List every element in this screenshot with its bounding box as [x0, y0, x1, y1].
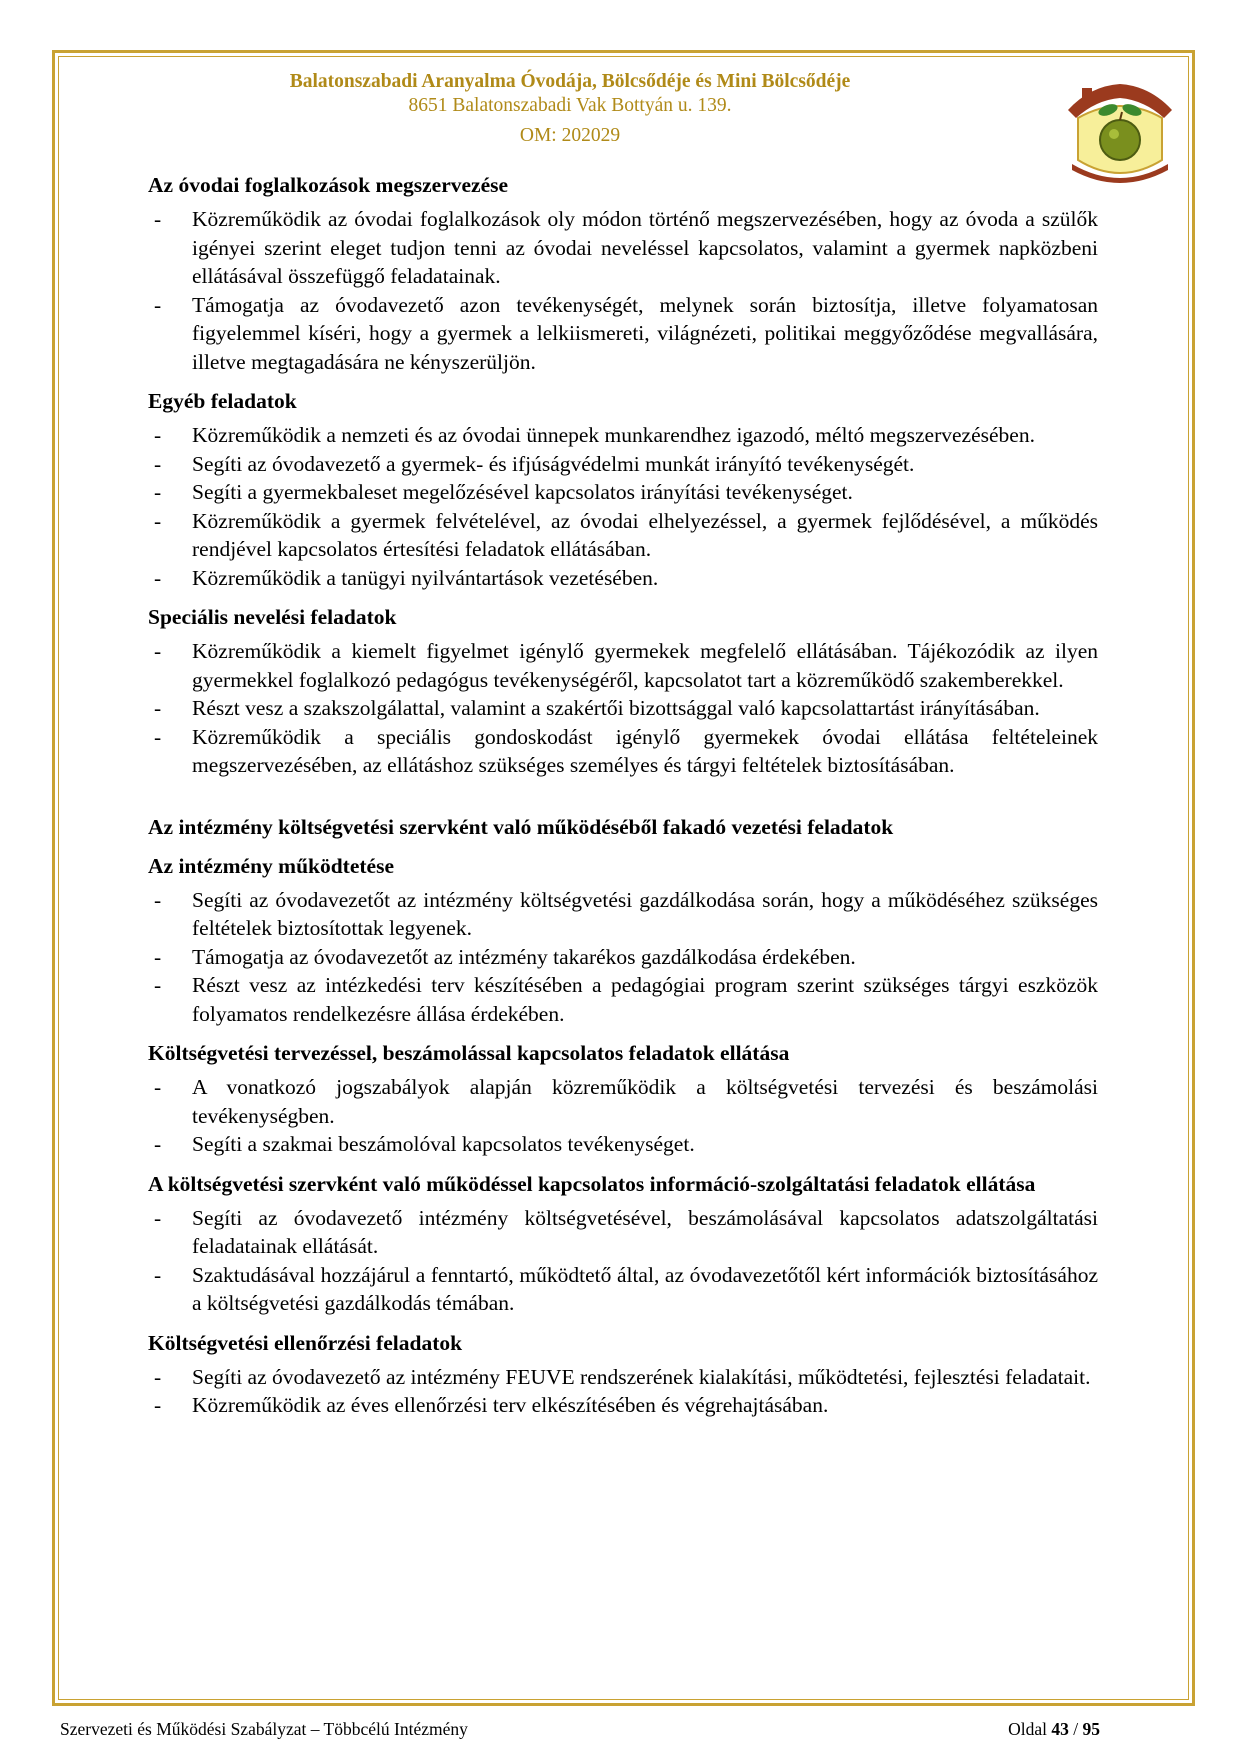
list-item: - Segíti a gyermekbaleset megelőzésével kapcsolatos irányítási tevékenységet. — [148, 478, 1098, 507]
om-number: OM: 202029 — [519, 125, 621, 146]
section-heading: Költségvetési ellenőrzési feladatok — [148, 1330, 463, 1355]
list-item: - Segíti az óvodavezető a gyermek- és ifjúságvédelmi munkát irányító tevékenységét. — [148, 450, 1098, 479]
section-heading: Az óvodai foglalkozások megszervezése — [148, 173, 509, 197]
list-item: - Támogatja az óvodavezetőt az intézmény takarékos gazdálkodása érdekében. — [148, 943, 1098, 972]
section-heading: A költségvetési szervként való működéssel kapcsolatos információ-szolgáltatási feladatok ellátása — [148, 1171, 1036, 1196]
list-item: - Közreműködik a nemzeti és az óvodai ünnepek munkarendhez igazodó, méltó megszervezésében. — [148, 421, 1098, 450]
section-heading: Egyéb feladatok — [148, 389, 297, 413]
section-heading: Költségvetési tervezéssel, beszámolással kapcsolatos feladatok ellátása — [148, 1041, 790, 1065]
bullet-list — [148, 637, 1098, 780]
bullet-list — [148, 1204, 1098, 1318]
list-item: - A vonatkozó jogszabályok alapján közreműködik a költségvetési tervezési és beszámolási tevékenységben. — [148, 1073, 1098, 1130]
list-item: - Segíti az óvodavezető intézmény költségvetésével, beszámolásával kapcsolatos adatszolgáltatási feladatainak ellátását. — [148, 1204, 1098, 1261]
bullet-list — [148, 421, 1098, 592]
list-item: - Közreműködik a speciális gondoskodást igénylő gyermekek óvodai ellátása feltételeinek megszervezésében, az ellátáshoz szükséges személyes és tárgyi feltételek biztosításában. — [148, 723, 1098, 780]
bullet-list — [148, 205, 1098, 376]
list-item: - Közreműködik a gyermek felvételével, az óvodai elhelyezéssel, a gyermek fejlődésével, a működés rendjével kapcsolatos értesítési feladatok ellátásában. — [148, 507, 1098, 564]
page-header — [150, 70, 990, 148]
bullet-list — [148, 1073, 1098, 1159]
list-item: - Közreműködik az óvodai foglalkozások oly módon történő megszervezésében, hogy az óvoda a szülők igényei szerint eleget tudjon tenni az óvodai neveléssel kapcsolatos, valamint a gyermek napközbeni ellátásával összefüggő feladatainak. — [148, 205, 1098, 291]
bullet-list — [148, 1363, 1098, 1420]
chapter-heading: Az intézmény költségvetési szervként való működéséből fakadó vezetési feladatok — [148, 814, 894, 839]
list-item: - Közreműködik a kiemelt figyelmet igénylő gyermekek megfelelő ellátásában. Tájékozódik az ilyen gyermekkel foglalkozó pedagógus tevékenységéről, kapcsolatot tart a közreműködő szakemberekkel. — [148, 637, 1098, 694]
document-title: Szervezeti és Működési Szabályzat – Többcélú Intézmény — [60, 1719, 468, 1739]
list-item: - Közreműködik az éves ellenőrzési terv elkészítésében és végrehajtásában. — [148, 1391, 1098, 1420]
section-heading: Az intézmény működtetése — [148, 853, 395, 878]
list-item: - Segíti az óvodavezető az intézmény FEUVE rendszerének kialakítási, működtetési, fejlesztési feladatait. — [148, 1363, 1098, 1392]
institution-address: 8651 Balatonszabadi Vak Bottyán u. 139. — [408, 95, 732, 116]
bullet-list — [148, 886, 1098, 1029]
institution-name: Balatonszabadi Aranyalma Óvodája, Bölcsődéje és Mini Bölcsődéje — [289, 71, 851, 92]
section-heading: Speciális nevelési feladatok — [148, 605, 397, 629]
list-item: - Szaktudásával hozzájárul a fenntartó, működtető által, az óvodavezetőtől kért információk biztosításához a költségvetési gazdálkodás témában. — [148, 1261, 1098, 1318]
list-item: - Részt vesz a szakszolgálattal, valamint a szakértői bizottsággal való kapcsolattartást irányításában. — [148, 694, 1098, 723]
document-body — [148, 172, 1098, 1420]
list-item: - Közreműködik a tanügyi nyilvántartások vezetésében. — [148, 564, 1098, 593]
page-number: Oldal 43 / 95 — [1008, 1719, 1100, 1739]
list-item: - Segíti az óvodavezetőt az intézmény költségvetési gazdálkodása során, hogy a működéséhez szükséges feltételek biztosítottak legyenek. — [148, 886, 1098, 943]
list-item: - Részt vesz az intézkedési terv készítésében a pedagógiai program szerint szükséges tárgyi eszközök folyamatos rendelkezésre állása érdekében. — [148, 971, 1098, 1028]
list-item: - Támogatja az óvodavezető azon tevékenységét, melynek során biztosítja, illetve folyamatosan figyelemmel kíséri, hogy a gyermek a lelkiismereti, világnézeti, politikai meggyőződése megvallására, illetve megtagadására ne kényszerüljön. — [148, 291, 1098, 377]
list-item: - Segíti a szakmai beszámolóval kapcsolatos tevékenységet. — [148, 1130, 1098, 1159]
